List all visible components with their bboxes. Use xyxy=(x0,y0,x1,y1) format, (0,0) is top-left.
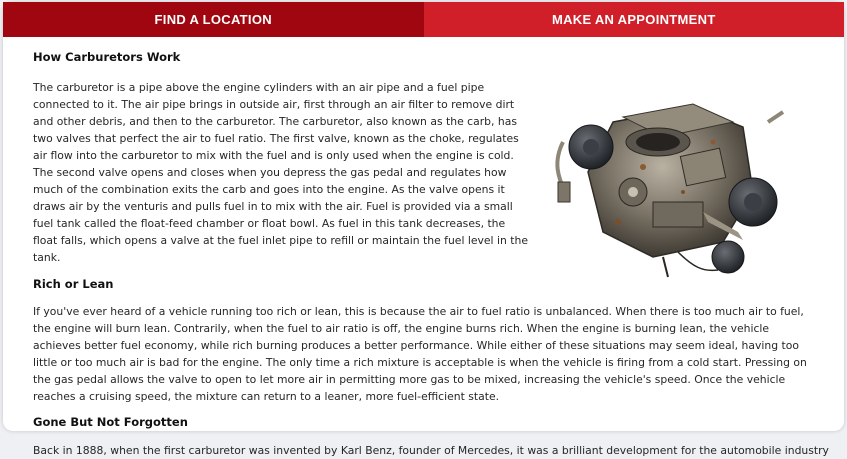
top-action-bar xyxy=(3,2,844,37)
paragraph-gone-but-not-forgotten: Back in 1888, when the first carburetor was invented by Karl Benz, founder of Mercedes, it was a brilliant development for the automobile industry xyxy=(33,444,829,457)
carburetor-photo xyxy=(543,82,793,282)
heading-gone-but-not-forgotten: Gone But Not Forgotten xyxy=(33,415,188,429)
article-content xyxy=(3,37,844,459)
paragraph-rich-or-lean: If you've ever heard of a vehicle running too rich or lean, this is because the air to fuel ratio is unbalanced. When there is too much air to fuel, the engine will burn lean. Contrarily, when the fuel to air ratio is off, the engine burns rich. When the engine is burning lean, the vehicle achieves better fuel economy, while rich burning produces a better performance. While either of these situations may seem ideal, having too little or too much air is bad for the engine. The only time a rich mixture is acceptable is when the vehicle is firing from a cold start. Pressing on the gas pedal allows the valve to open to let more air in permitting more gas to be mixed, increasing the vehicle's speed. Once the vehicle reaches a cruising speed, the mixture can return to a leaner, more fuel-efficient state. xyxy=(33,305,807,403)
make-appointment-button[interactable]: MAKE AN APPOINTMENT xyxy=(424,2,845,37)
heading-how-carburetors-work: How Carburetors Work xyxy=(33,50,181,64)
page-frame xyxy=(3,2,844,457)
paragraph-how-carburetors-work: The carburetor is a pipe above the engine cylinders with an air pipe and a fuel pipe connected to it. The air pipe brings in outside air, first through an air filter to remove dirt and other debris, and then to the carburetor. The carburetor, also known as the carb, has two valves that perfect the air to fuel ratio. The first valve, known as the choke, regulates air flow into the carburetor to mix with the fuel and is only used when the engine is cold. The second valve opens and closes when you depress the gas pedal and regulates how much of the combination exits the carb and goes into the engine. As the valve opens it draws air by the venturis and pulls fuel in to mix with the air. Fuel is provided via a small fuel tank called the float-feed chamber or float bowl. As fuel in this tank decreases, the float falls, which opens a valve at the fuel inlet pipe to refill or maintain the fuel level in the tank. xyxy=(33,81,528,264)
find-location-button[interactable]: FIND A LOCATION xyxy=(3,2,424,37)
heading-rich-or-lean: Rich or Lean xyxy=(33,277,114,291)
